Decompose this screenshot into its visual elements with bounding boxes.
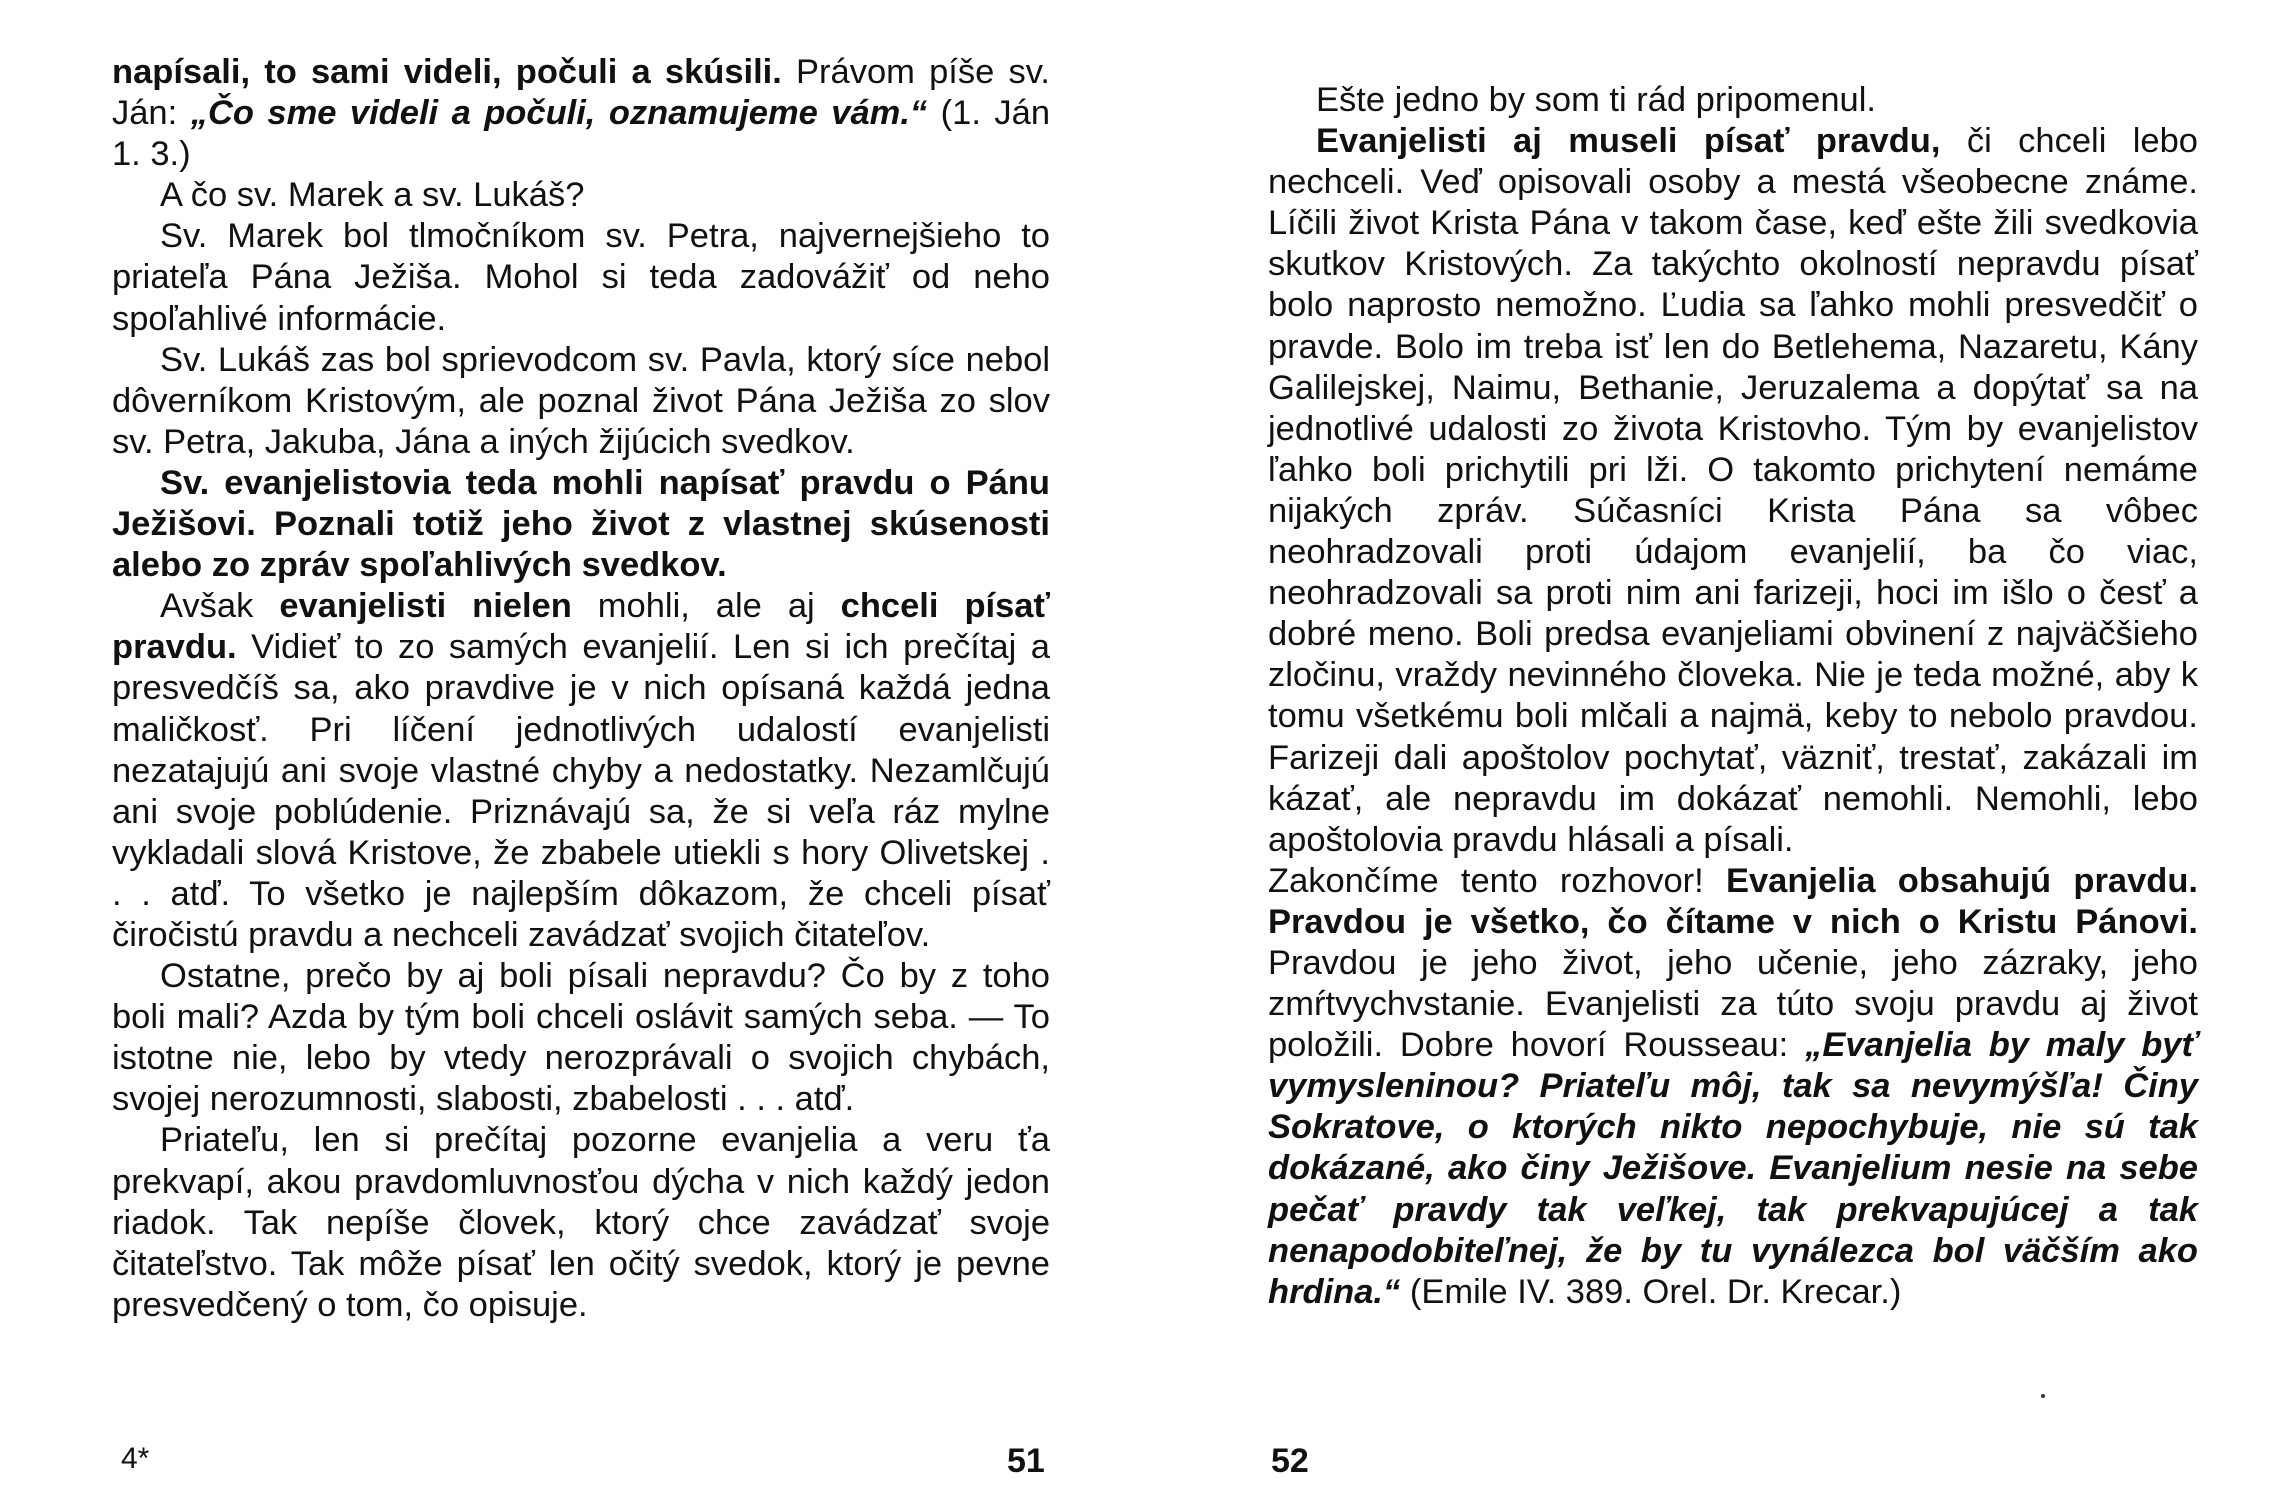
paragraph: Avšak evanjelisti nielen mohli, ale aj chceli písať pravdu. Vidieť to zo samých evanjelií. Len si ich prečítaj a presvedčíš sa, ako pravdive je v nich opísaná každá jedna maličkosť. Pri líčení jednotlivých udalostí evanjelisti nezatajujú ani svoje vlastné chyby a nedostatky. Nezamlčujú ani svoje poblúdenie. Priznávajú sa, že si veľa ráz mylne vykladali slová Kristove, že zbabele utiekli s hory Olivetskej . . . atď. To všetko je najlepším dôkazom, že chceli písať čiročistú pravdu a nechceli zavádzať svojich čitateľov. — [112, 587, 1050, 954]
paragraph: Evanjelisti aj museli písať pravdu, či chceli lebo nechceli. Veď opisovali osoby a mestá všeobecne známe. Líčili život Krista Pána v takom čase, keď ešte žili svedkovia skutkov Kristových. Za takýchto okolností nepravdu písať bolo naprosto nemožno. Ľudia sa ľahko mohli presvedčiť o pravde. Bolo im treba isť len do Betlehema, Nazaretu, Kány Galilejskej, Naimu, Bethanie, Jeruzalema a dopýtať sa na jednotlivé udalosti zo života Kristovho. Tým by evanjelistov ľahko boli prichytili pri lži. O takomto prichytení nemáme nijakých zpráv. Súčasníci Krista Pána sa vôbec neohradzovali proti údajom evanjelií, ba čo viac, neohradzovali sa proti nim ani farizeji, hoci im išlo o česť a dobré meno. Boli predsa evanjeliami obvinení z najväčšieho zločinu, vraždy nevinného človeka. Nie je teda možné, aby k tomu všetkému boli mlčali a najmä, keby to nebolo pravdou. Farizeji dali apoštolov pochytať, väzniť, trestať, zakázali im kázať, ale nepravdu im dokázať nemohli. Nemohli, lebo apoštolovia pravdu hlásali a písali. — [1268, 122, 2198, 859]
right-page — [1146, 0, 2292, 1500]
paragraph-bold: Sv. evanjelistovia teda mohli napísať pravdu o Pánu Ježišovi. Poznali totiž jeho život z vlastnej skúsenosti alebo zo zpráv spoľahlivých svedkov. — [112, 463, 1050, 585]
signature-mark: 4* — [121, 1442, 150, 1475]
paragraph: Ostatne, prečo by aj boli písali nepravdu? Čo by z toho boli mali? Azda by tým boli chceli oslávit samých seba. — To istotne nie, lebo by vtedy nerozprávali o svojich chybách, svojej nerozumnosti, slabosti, zbabelosti . . . atď. — [112, 957, 1050, 1119]
paragraph: A čo sv. Marek a sv. Lukáš? — [160, 176, 585, 215]
left-page-text — [112, 52, 1050, 1326]
paragraph: napísali, to sami videli, počuli a skúsili. Právom píše sv. Ján: „Čo sme videli a počuli, oznamujeme vám.“ (1. Ján 1. 3.) — [112, 53, 1051, 174]
right-page-text — [1268, 80, 2198, 1313]
paragraph: Sv. Lukáš zas bol sprievodcom sv. Pavla, ktorý síce nebol dôverníkom Kristovým, ale poznal život Pána Ježiša zo slov sv. Petra, Jakuba, Jána a iných žijúcich svedkov. — [112, 340, 1050, 461]
paragraph: Zakončíme tento rozhovor! Evanjelia obsahujú pravdu. Pravdou je všetko, čo čítame v nich o Kristu Pánovi. Pravdou je jeho život, jeho učenie, jeho zázraky, jeho zmŕtvychvstanie. Evanjelisti za túto svoju pravdu aj život položili. Dobre hovorí Rousseau: „Evanjelia by maly byť vymysleninou? Priateľu môj, tak sa nevymýšľa! Činy Sokratove, o ktorých nikto nepochybuje, nie sú tak dokázané, ako činy Ježišove. Evanjelium nesie na sebe pečať pravdy tak veľkej, tak prekvapujúcej a tak nenapodobiteľnej, že by tu vynálezca bol väčším ako hrdina.“ (Emile IV. 389. Orel. Dr. Krecar.) — [1268, 861, 2198, 1311]
paragraph: Priateľu, len si prečítaj pozorne evanjelia a veru ťa prekvapí, akou pravdomluvnosťou dýcha v nich každý jedon riadok. Tak nepíše človek, ktorý chce zavádzať svoje čitateľstvo. Tak môže písať len očitý svedok, ktorý je pevne presvedčený o tom, čo opisuje. — [112, 1121, 1050, 1324]
paragraph: Sv. Marek bol tlmočníkom sv. Petra, najvernejšieho to priateľa Pána Ježiša. Mohol si teda zadovážiť od neho spoľahlivé informácie. — [112, 217, 1050, 338]
paragraph: Ešte jedno by som ti rád pripomenul. — [1316, 81, 1876, 119]
page-number: 51 — [1007, 1442, 1045, 1480]
speck-mark — [2041, 1394, 2045, 1398]
page-number: 52 — [1271, 1442, 1309, 1480]
